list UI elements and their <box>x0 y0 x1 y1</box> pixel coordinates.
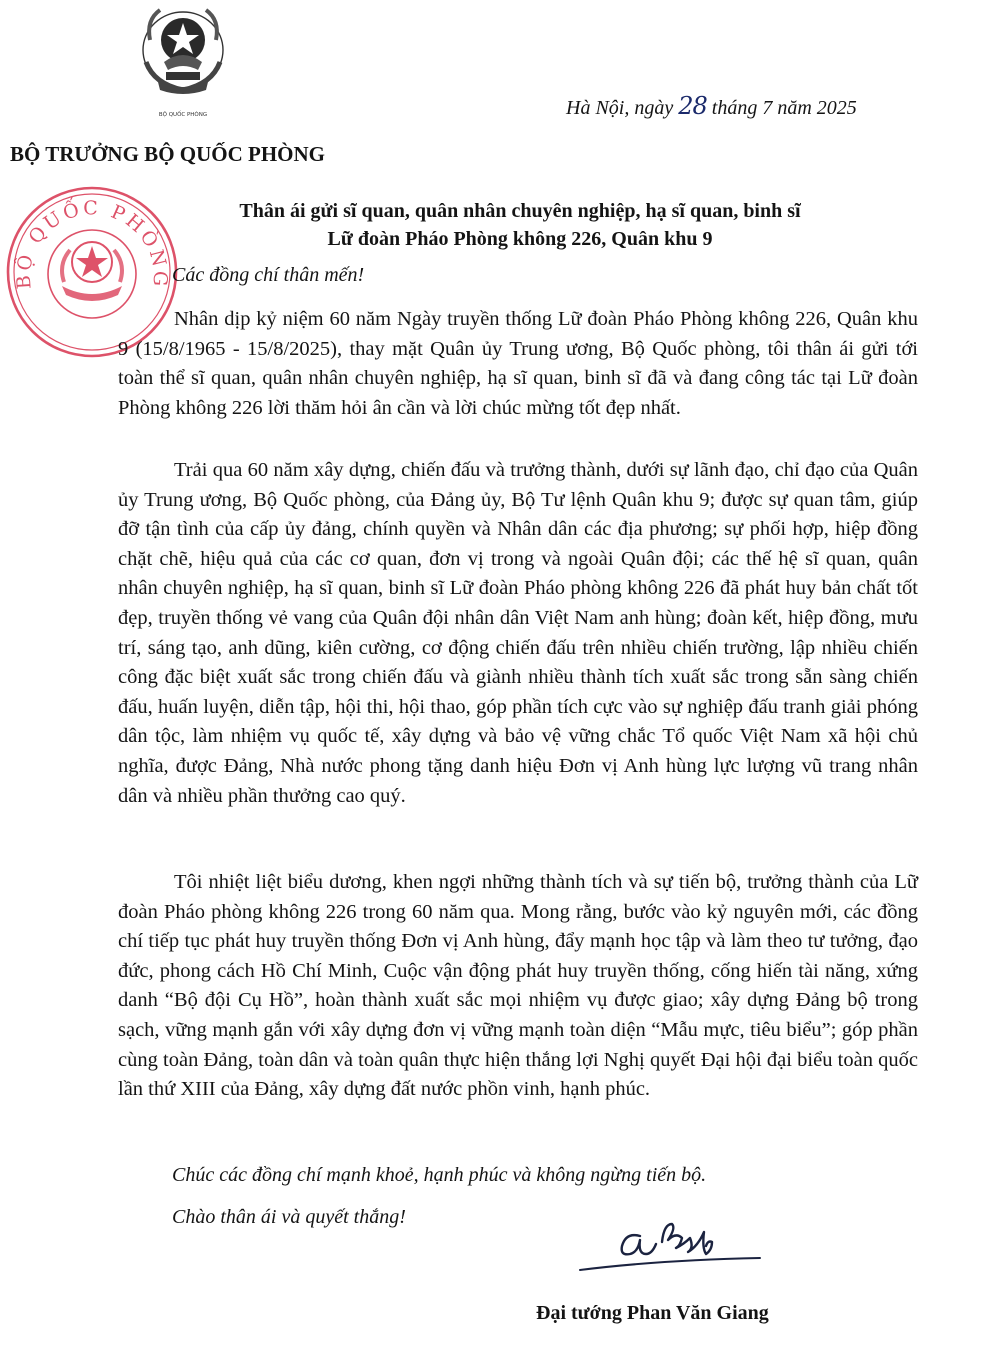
emblem-caption: BỘ QUỐC PHÒNG <box>158 112 208 118</box>
letter-title-line-1: Thân ái gửi sĩ quan, quân nhân chuyên nghiệp, hạ sĩ quan, binh sĩ <box>239 200 801 222</box>
handwritten-day: 28 <box>678 92 707 120</box>
closing-greeting: Chào thân ái và quyết thắng! <box>172 1206 406 1228</box>
signer-name: Đại tướng Phan Văn Giang <box>536 1302 769 1324</box>
body-paragraph-3: Tôi nhiệt liệt biểu dương, khen ngợi những thành tích và sự tiến bộ, trưởng thành của Lữ đoàn Pháo phòng không 226 trong 60 năm qua. Mong rằng, bước vào kỷ nguyên mới, các đồng chí tiếp tục phát huy truyền thống Đơn vị Anh hùng, đẩy mạnh học tập và làm theo tư tưởng, đạo đức, phong cách Hồ Chí Minh, Cuộc vận động phát huy truyền thống, cống hiến tài năng, xứng danh “Bộ đội Cụ Hồ”, hoàn thành xuất sắc mọi nhiệm vụ được giao; xây dựng Đảng bộ trong sạch, vững mạnh gắn với xây dựng đơn vị vững mạnh toàn diện “Mẫu mực, tiêu biểu”; góp phần cùng toàn Đảng, toàn dân và toàn quân thực hiện thắng lợi Nghị quyết Đại hội đại biểu toàn quốc lần thứ XIII của Đảng, xây dựng đất nước phồn vinh, hạnh phúc. <box>118 871 918 1101</box>
place-date <box>566 92 857 120</box>
issuer-title: BỘ TRƯỞNG BỘ QUỐC PHÒNG <box>10 142 326 166</box>
seal-text: BỘ QUỐC PHÒNG <box>12 197 172 290</box>
national-emblem-icon <box>128 0 238 120</box>
closing-wish: Chúc các đồng chí mạnh khoẻ, hạnh phúc và không ngừng tiến bộ. <box>172 1164 707 1186</box>
place-date-prefix: Hà Nội, ngày <box>566 97 679 119</box>
handwritten-signature-icon <box>570 1212 770 1282</box>
body-paragraph-1: Nhân dịp kỷ niệm 60 năm Ngày truyền thống Lữ đoàn Pháo Phòng không 226, Quân khu 9 (15/8/1965 - 15/8/2025), thay mặt Quân ủy Trung ương, Bộ Quốc phòng, tôi thân ái gửi tới toàn thể sĩ quan, quân nhân chuyên nghiệp, hạ sĩ quan, binh sĩ đã và đang công tác tại Lữ đoàn Phòng không 226 lời thăm hỏi ân cần và lời chúc mừng tốt đẹp nhất. <box>118 308 918 419</box>
salutation: Các đồng chí thân mến! <box>172 264 365 286</box>
letter-title-line-2: Lữ đoàn Pháo Phòng không 226, Quân khu 9 <box>327 228 713 250</box>
body-paragraph-2: Trải qua 60 năm xây dựng, chiến đấu và trưởng thành, dưới sự lãnh đạo, chỉ đạo của Quân ủy Trung ương, Bộ Quốc phòng, của Đảng ủy, Bộ Tư lệnh Quân khu 9; được sự quan tâm, giúp đỡ tận tình của cấp ủy đảng, chính quyền và Nhân dân các địa phương; sự phối hợp, hiệp đồng chặt chẽ, hiệu quả của các cơ quan, đơn vị trong và ngoài Quân đội; các thế hệ sĩ quan, quân nhân chuyên nghiệp, hạ sĩ quan, binh sĩ Lữ đoàn Pháo phòng không 226 đã phát huy bản chất tốt đẹp, truyền thống vẻ vang của Quân đội nhân dân Việt Nam anh hùng; đoàn kết, hiệp đồng, mưu trí, sáng tạo, anh dũng, kiên cường, cơ động chiến đấu trên nhiều chiến trường, lập nhiều chiến công đặc biệt xuất sắc trong chiến đấu và giành nhiều thành tích xuất sắc trong sẵn sàng chiến đấu, huấn luyện, diễn tập, hội thi, hội thao, góp phần tích cực vào sự nghiệp đấu tranh giải phóng dân tộc, làm nhiệm vụ quốc tế, xây dựng và bảo vệ vững chắc Tổ quốc Việt Nam xã hội chủ nghĩa, được Đảng, Nhà nước phong tặng danh hiệu Đơn vị Anh hùng lực lượng vũ trang nhân dân và nhiều phần thưởng cao quý. <box>118 459 918 807</box>
place-date-suffix: tháng 7 năm 2025 <box>706 97 857 119</box>
